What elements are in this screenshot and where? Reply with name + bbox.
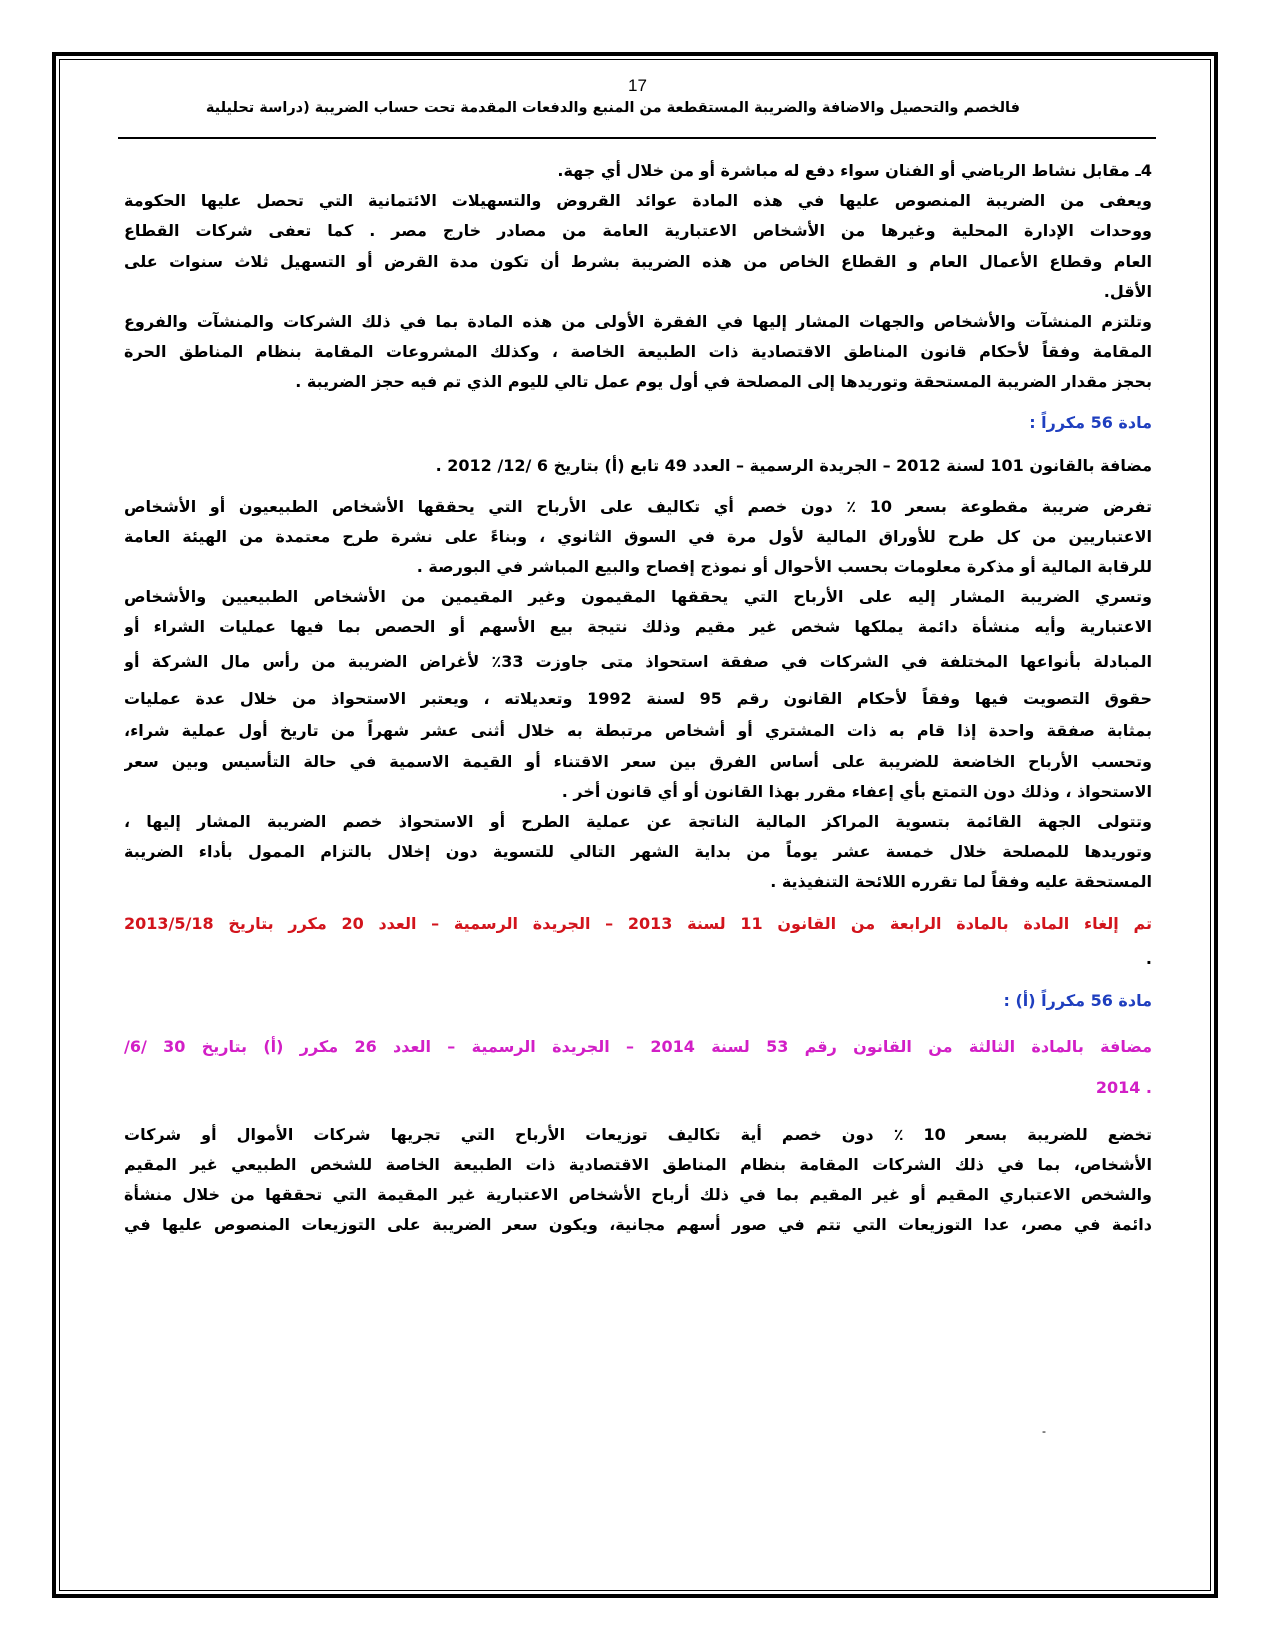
article-heading-56bis-a: مادة 56 مكرراً (أ) : xyxy=(1003,990,1152,1010)
amendment-reference: مضافة بالقانون 101 لسنة 2012 – الجريدة الرسمية – العدد 49 تابع (أ) بتاريخ 6 /12/ 2012 . xyxy=(435,455,1152,475)
paragraph-line: والشخص الاعتباري المقيم أو غير المقيم بما في ذلك أرباح الأشخاص الاعتبارية غير المقيمة التي تحققها من خلال منشأة xyxy=(124,1184,1152,1204)
paragraph-line: وتسري الضريبة المشار إليه على الأرباح التي يحققها المقيمون وغير المقيمين من الأشخاص الطبيعيين والأشخاص xyxy=(124,587,1152,607)
paragraph-line: الأقل. xyxy=(1103,281,1152,301)
paragraph-line: العام وقطاع الأعمال العام و القطاع الخاص من هذه الضريبة بشرط أن تكون مدة القرض أو التسهيل ثلاث سنوات على xyxy=(124,251,1152,271)
paragraph-line: بمثابة صفقة واحدة إذا قام به ذات المشتري أو أشخاص مرتبطة به خلال أثنى عشر شهراً من تاريخ أول عملية شراء، xyxy=(124,721,1152,741)
paragraph-line: وتتولى الجهة القائمة بتسوية المراكز المالية الناتجة عن عملية الطرح أو الاستحواذ خصم الضريبة المشار إليها ، xyxy=(124,812,1152,831)
paragraph-line: للرقابة المالية أو مذكرة معلومات بحسب الأحوال أو نموذج إفصاح والبيع المباشر في البورصة . xyxy=(416,556,1152,576)
paragraph-line: المقامة وفقاً لأحكام قانون المناطق الاقتصادية ذات الطبيعة الخاصة ، وكذلك المشروعات المقامة بنظام المناطق الحرة xyxy=(124,342,1152,362)
paragraph-line: ووحدات الإدارة المحلية وغيرها من الأشخاص الاعتبارية العامة من مصادر خارج مصر . كما تعفى شركات القطاع xyxy=(124,221,1152,241)
paragraph-line: تفرض ضريبة مقطوعة بسعر 10 ٪ دون خصم أي تكاليف على الأرباح التي يحققها الأشخاص الطبيعيون أو الأشخاص xyxy=(124,496,1152,516)
repeal-note-tail: . xyxy=(1145,948,1152,968)
paragraph-line: 4ـ مقابل نشاط الرياضي أو الفنان سواء دفع له مباشرة أو من خلال أي جهة. xyxy=(557,161,1152,180)
amendment-reference-line1: مضافة بالمادة الثالثة من القانون رقم 53 لسنة 2014 – الجريدة الرسمية – العدد 26 مكرر (أ) بتاريخ 30 /6/ xyxy=(124,1036,1152,1056)
paragraph-line: الأشخاص، بما في ذلك الشركات المقامة بنظام المناطق الاقتصادية ذات الطبيعة الخاصة للشخص الطبيعي غير المقيم xyxy=(124,1154,1152,1174)
header-divider xyxy=(118,137,1156,139)
paragraph-line: حقوق التصويت فيها وفقاً لأحكام القانون رقم 95 لسنة 1992 وتعديلاته ، ويعتبر الاستحواذ من خلال عدة عمليات xyxy=(124,689,1152,709)
paragraph-line: بحجز مقدار الضريبة المستحقة وتوريدها إلى المصلحة في أول يوم عمل تالي لليوم الذي تم فيه حجز الضريبة . xyxy=(295,372,1152,392)
paragraph-line: دائمة في مصر، عدا التوزيعات التي تتم في صور أسهم مجانية، ويكون سعر الضريبة على التوزيعات المنصوص عليها في xyxy=(124,1215,1152,1235)
paragraph-line: وتحسب الأرباح الخاضعة للضريبة على أساس الفرق بين سعر الاقتناء أو القيمة الاسمية في حالة التأسيس وبين سعر xyxy=(124,751,1152,771)
amendment-reference-line2: . 2014 xyxy=(1095,1077,1152,1097)
paragraph-line: الاعتباريين من كل طرح للأوراق المالية لأول مرة في السوق الثانوي ، وبناءً على نشرة طرح معتمدة من الهيئة العامة xyxy=(124,526,1152,546)
paragraph-line: وتلتزم المنشآت والأشخاص والجهات المشار إليها في الفقرة الأولى من هذه المادة بما في ذلك الشركات والمنشآت والفروع xyxy=(124,311,1152,331)
paragraph-line: وتوريدها للمصلحة خلال خمسة عشر يوماً من بداية الشهر التالي للتسوية دون إخلال بالتزام الممول بأداء الضريبة xyxy=(124,842,1152,862)
paragraph-line: الاعتبارية وأيه منشأة دائمة يملكها شخص غير مقيم وذلك نتيجة بيع الأسهم أو الحصص بما فيها عمليات الشراء أو xyxy=(124,617,1152,637)
document-body xyxy=(124,156,1152,1240)
footer-dash: - xyxy=(1042,1424,1046,1438)
paragraph-line: تخضع للضريبة بسعر 10 ٪ دون خصم أية تكاليف توزيعات الأرباح التي تجريها شركات الأموال أو شركات xyxy=(124,1124,1152,1144)
paragraph-line: ويعفى من الضريبة المنصوص عليها في هذه المادة عوائد القروض والتسهيلات الائتمانية التي تحصل عليها الحكومة xyxy=(124,191,1152,211)
repeal-note: تم إلغاء المادة بالمادة الرابعة من القانون 11 لسنة 2013 – الجريدة الرسمية – العدد 20 مكرر بتاريخ 2013/5/18 xyxy=(124,913,1152,933)
paragraph-line: المبادلة بأنواعها المختلفة في الشركات في صفقة استحواذ متى جاوزت 33٪ لأغراض الضريبة من رأس مال الشركة أو xyxy=(124,652,1152,672)
page-number: 17 xyxy=(628,76,647,95)
article-heading-56bis: مادة 56 مكرراً : xyxy=(1029,412,1152,432)
paragraph-line: المستحقة عليه وفقاً لما تقرره اللائحة التنفيذية . xyxy=(770,872,1152,892)
running-header: فالخصم والتحصيل والاضافة والضريبة المستقطعة من المنبع والدفعات المقدمة تحت حساب الضريبة (دراسة تحليلية xyxy=(205,100,1020,116)
paragraph-line: الاستحواذ ، وذلك دون التمتع بأي إعفاء مقرر بهذا القانون أو أي قانون أخر . xyxy=(561,781,1152,801)
